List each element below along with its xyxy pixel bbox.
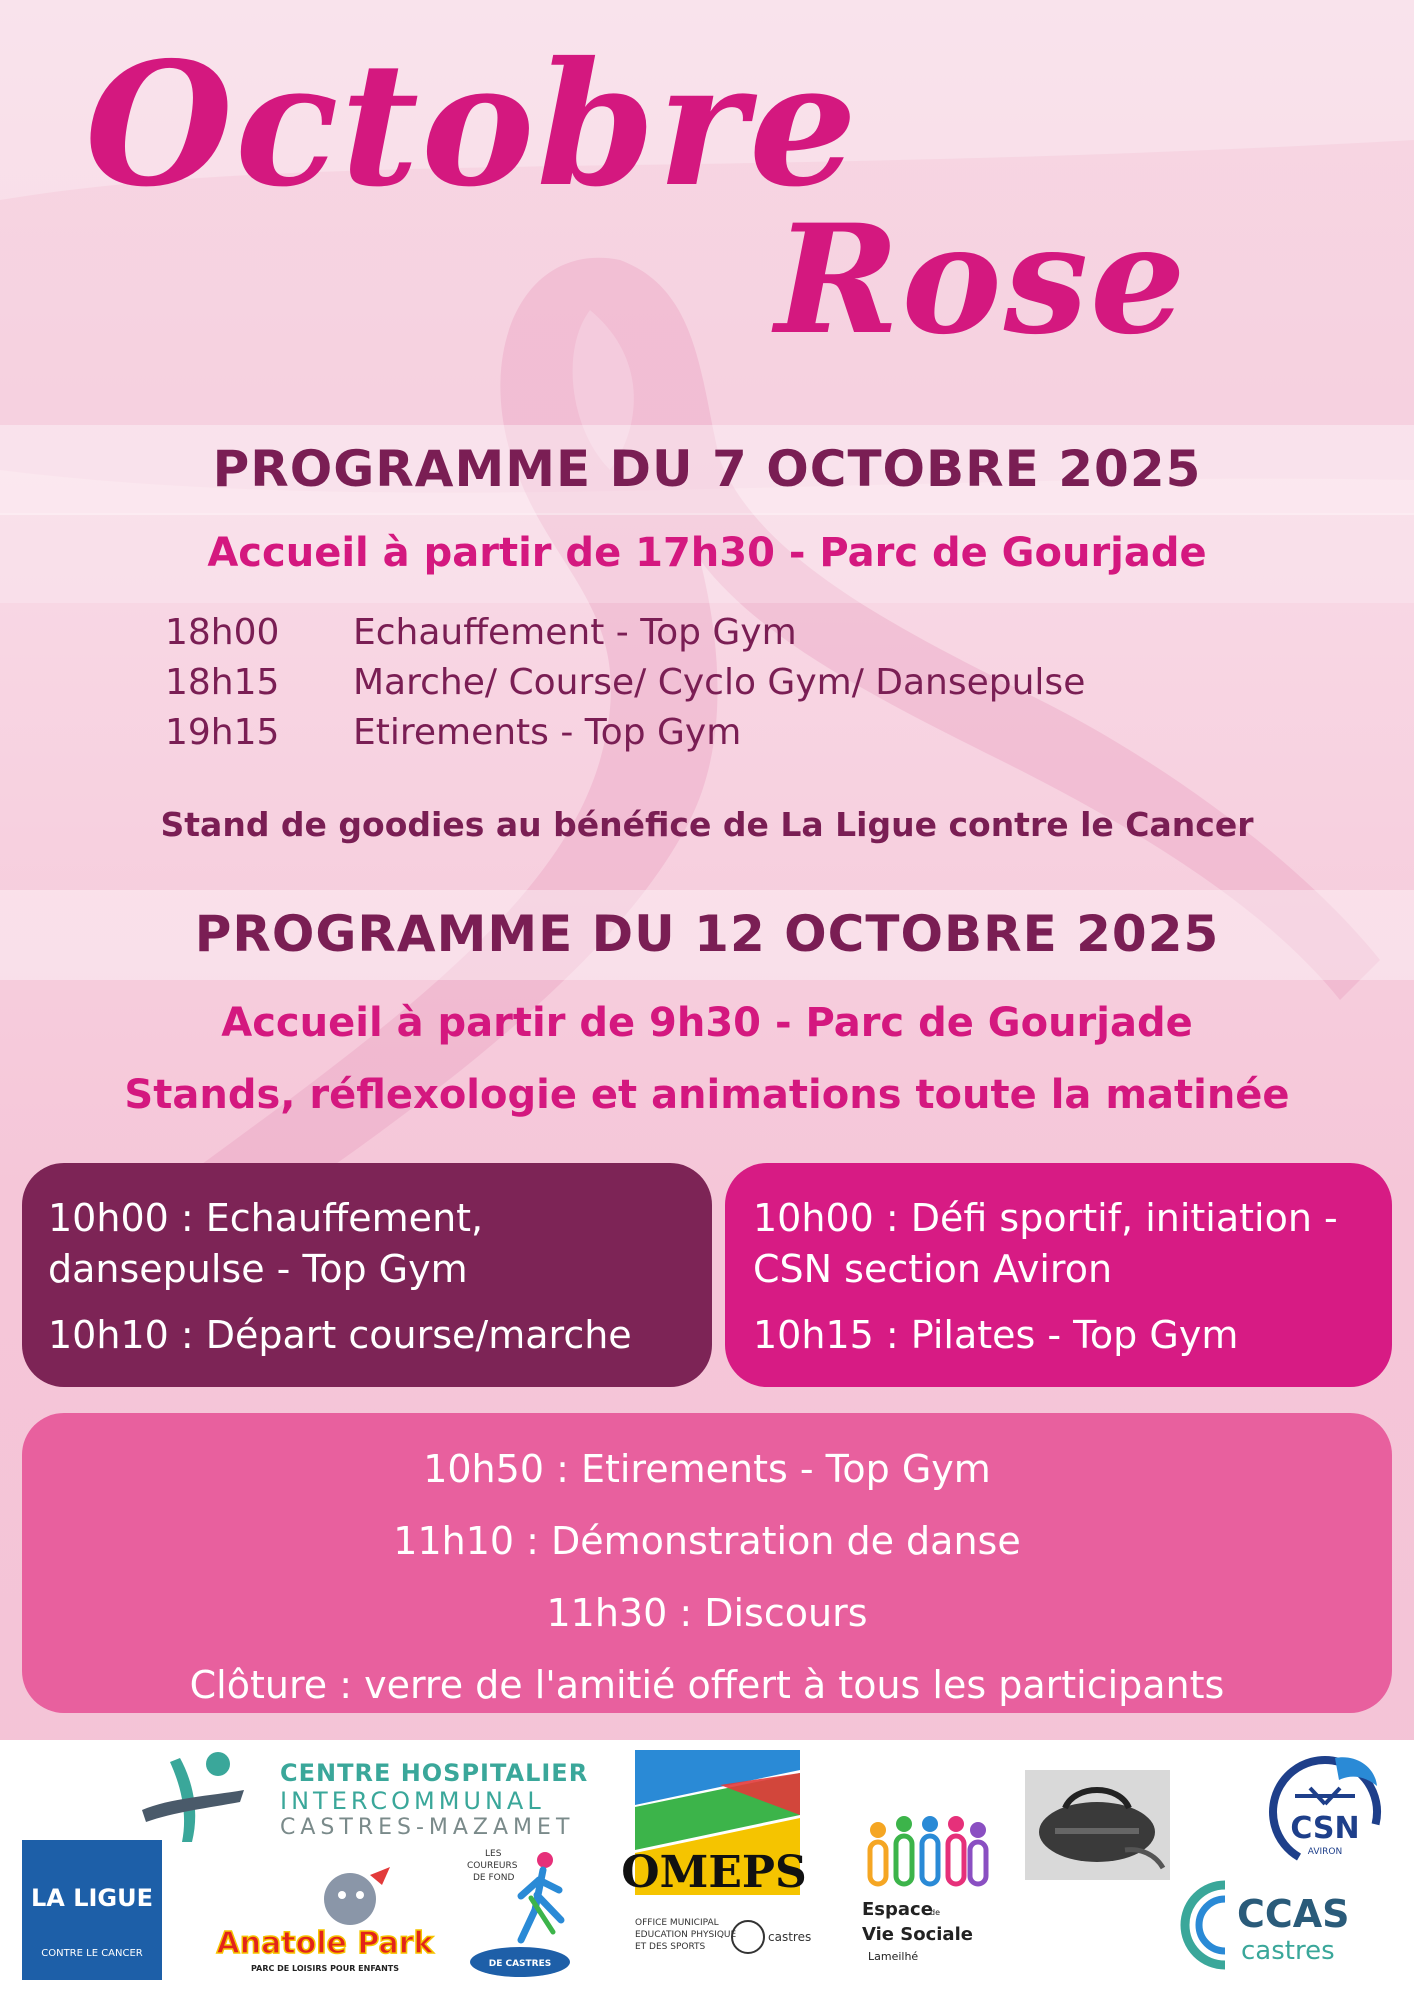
schedule-row (165, 712, 1085, 762)
schedule-row (165, 612, 1085, 662)
chi-line3: CASTRES-MAZAMET (280, 1815, 575, 1841)
csn-sub: AVIRON (1307, 1847, 1343, 1857)
box-item: Clôture : verre de l'amitié offert à tous les participants (189, 1663, 1225, 1707)
box-item: 10h50 : Etirements - Top Gym (423, 1447, 991, 1491)
csn-name: CSN (1290, 1811, 1360, 1846)
program1-welcome: Accueil à partir de 17h30 - Parc de Gourjade (207, 530, 1207, 576)
schedule-box-right (725, 1163, 1392, 1387)
coureurs-line3: DE FOND (473, 1873, 515, 1883)
box-item: 10h10 : Départ course/marche (48, 1313, 632, 1358)
title-rose: Rose (775, 192, 1188, 368)
box-item: 10h00 : Echauffement, dansepulse - Top Gym (48, 1196, 484, 1291)
ccas-name: CCAS (1237, 1892, 1350, 1936)
omeps-sub2: EDUCATION PHYSIQUE (635, 1930, 737, 1940)
schedule-activity: Echauffement - Top Gym (353, 612, 797, 653)
program1-heading: PROGRAMME DU 7 OCTOBRE 2025 (212, 440, 1202, 498)
program2-heading: PROGRAMME DU 12 OCTOBRE 2025 (194, 905, 1220, 963)
schedule-time: 18h15 (165, 662, 280, 703)
evs-line2: Vie Sociale (862, 1924, 973, 1945)
schedule-activity: Marche/ Course/ Cyclo Gym/ Dansepulse (353, 662, 1086, 703)
ligue-name: LA LIGUE (30, 1884, 154, 1912)
omeps-name: OMEPS (621, 1847, 807, 1898)
hospital-mark-icon (140, 1750, 250, 1850)
csn-aviron-logo (1265, 1750, 1385, 1870)
box-item: 11h10 : Démonstration de danse (393, 1519, 1021, 1563)
omeps-sub1: OFFICE MUNICIPAL (635, 1918, 719, 1928)
anatole-name: Anatole Park (216, 1926, 434, 1961)
ligue-sub: CONTRE LE CANCER (41, 1948, 143, 1959)
chi-line2: INTERCOMMUNAL (280, 1786, 545, 1815)
evs-line3: Lameilhé (868, 1950, 919, 1963)
evs-line1-small: de (930, 1908, 940, 1917)
box-item: 10h15 : Pilates - Top Gym (753, 1313, 1239, 1358)
espace-vie-sociale-logo (860, 1810, 990, 1965)
coureurs-de-fond-logo (465, 1840, 575, 1980)
program2-stands: Stands, réflexologie et animations toute la matinée (124, 1072, 1290, 1118)
schedule-time: 18h00 (165, 612, 280, 653)
schedule-row (165, 662, 1085, 712)
goodies-note: Stand de goodies au bénéfice de La Ligue contre le Cancer (160, 805, 1254, 844)
schedule-time: 19h15 (165, 712, 280, 753)
chi-line1: CENTRE HOSPITALIER (280, 1759, 589, 1787)
schedule-activity: Etirements - Top Gym (353, 712, 742, 753)
coureurs-line2: COUREURS (467, 1861, 518, 1871)
omeps-city: castres (768, 1930, 812, 1944)
ccas-castres-logo (1185, 1875, 1395, 1975)
coureurs-line4: DE CASTRES (488, 1959, 552, 1969)
schedule-box-left (22, 1163, 712, 1387)
evs-line1: Espace (862, 1899, 933, 1920)
ccas-city: castres (1241, 1936, 1335, 1966)
omeps-sub3: ET DES SPORTS (635, 1942, 706, 1952)
coureurs-line1: LES (485, 1849, 502, 1859)
box-item: 10h00 : Défi sportif, initiation - CSN section Aviron (753, 1196, 1338, 1291)
partner-logos (0, 1740, 1414, 2000)
schedule-box-bottom (22, 1413, 1392, 1713)
box-item: 11h30 : Discours (546, 1591, 868, 1635)
title-octobre: Octobre (85, 25, 860, 225)
program2-welcome: Accueil à partir de 9h30 - Parc de Gourjade (221, 1000, 1193, 1046)
anatole-park-logo (216, 1865, 434, 1980)
la-ligue-logo (22, 1840, 162, 1980)
hospital-logo-text (280, 1760, 588, 1840)
omeps-logo (621, 1745, 812, 1970)
sports-bag-photo (1025, 1770, 1170, 1880)
anatole-sub: PARC DE LOISIRS POUR ENFANTS (251, 1964, 399, 1973)
program1-schedule (165, 612, 1085, 762)
